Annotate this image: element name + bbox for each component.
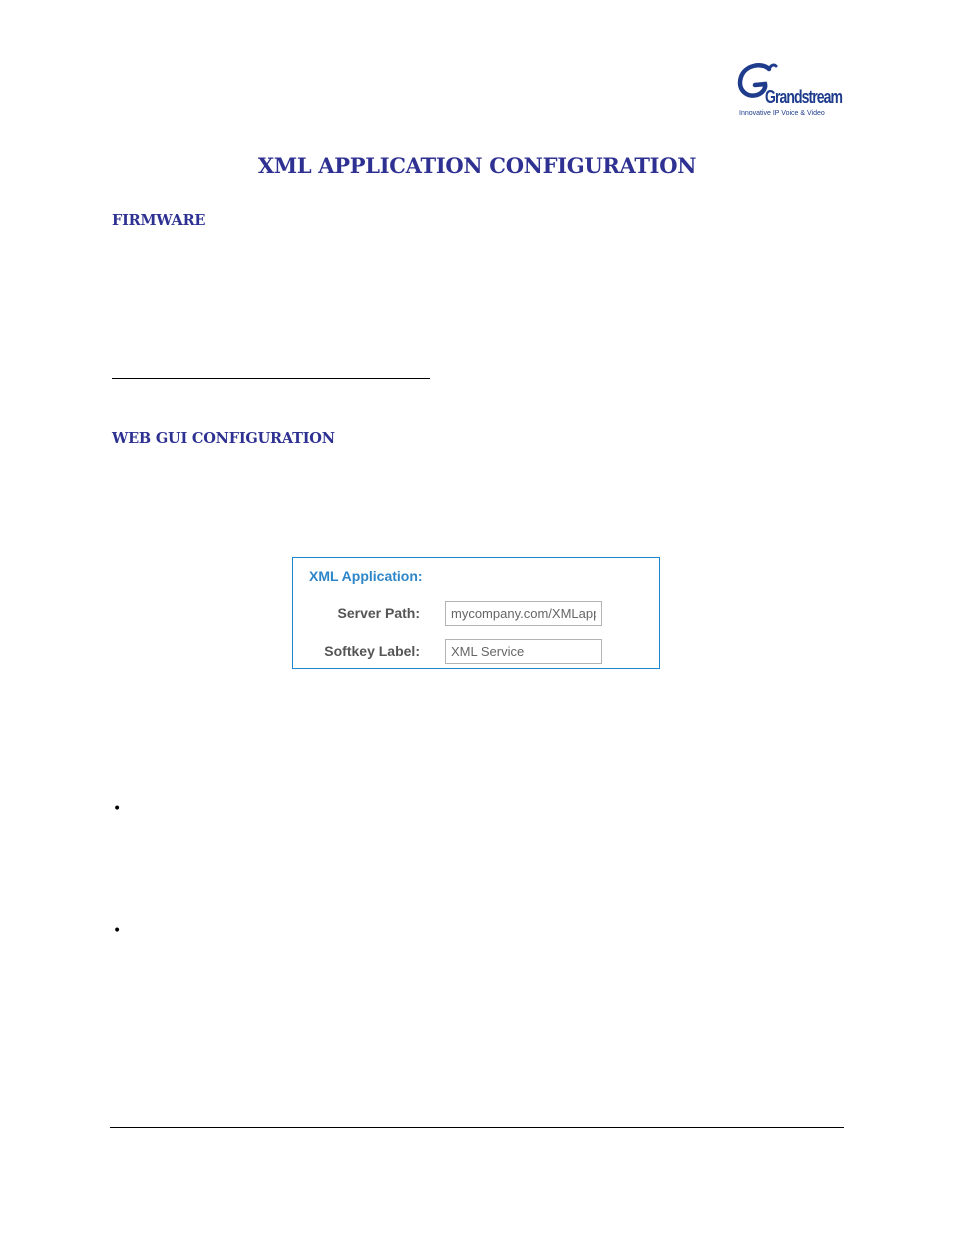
xml-application-title: XML Application:: [309, 568, 423, 584]
section-divider: [112, 378, 430, 379]
grandstream-logo: [736, 60, 842, 122]
web-gui-heading: WEB GUI CONFIGURATION: [112, 430, 335, 447]
server-path-input[interactable]: [445, 601, 602, 626]
softkey-label-input[interactable]: [445, 639, 602, 664]
bullet-point: •: [113, 923, 122, 939]
page-title: XML APPLICATION CONFIGURATION: [257, 153, 697, 178]
xml-application-panel: [292, 557, 660, 669]
logo-wordmark: Grandstream: [765, 87, 843, 107]
footer-rule: [110, 1127, 844, 1128]
server-path-label: Server Path:: [337, 605, 420, 621]
logo-tagline: Innovative IP Voice & Video: [739, 110, 825, 117]
firmware-heading: FIRMWARE: [112, 212, 206, 229]
softkey-label-label: Softkey Label:: [324, 643, 420, 659]
bullet-point: •: [113, 801, 122, 817]
